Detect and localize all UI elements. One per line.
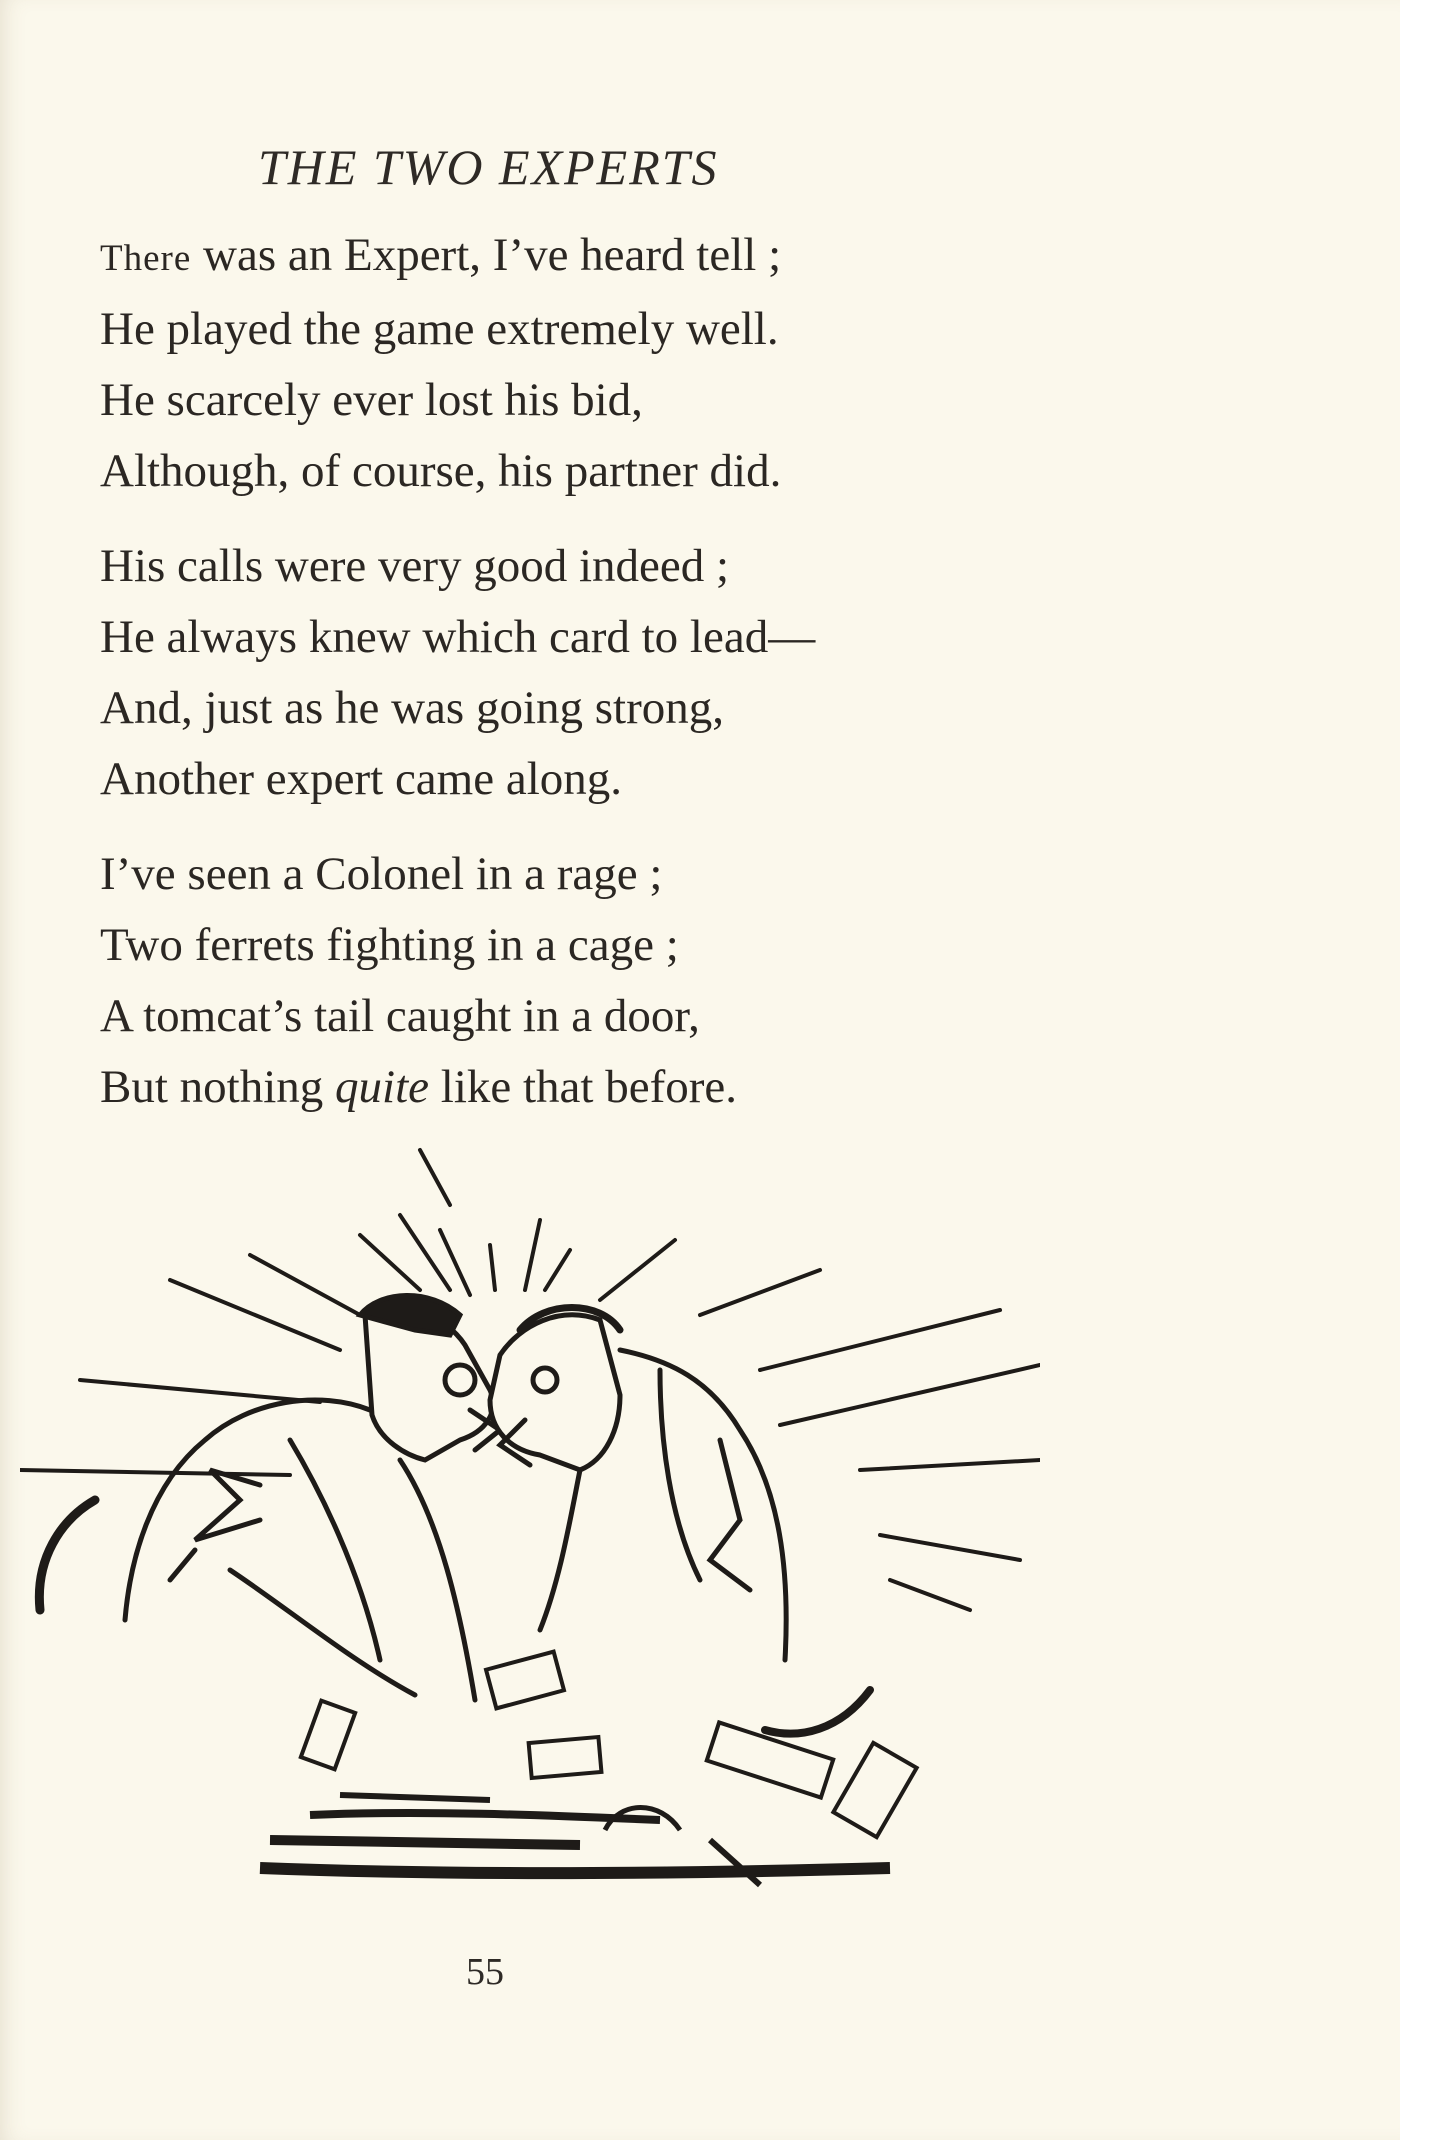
page-number: 55 xyxy=(466,1951,504,1993)
poem-line xyxy=(100,1052,815,1123)
poem-line: Another expert came along. xyxy=(100,753,623,805)
poem-line: Two ferrets fighting in a cage ; xyxy=(100,919,679,971)
italic-word: quite xyxy=(335,1061,430,1113)
line-text: like that before. xyxy=(429,1061,737,1113)
poem-line: And, just as he was going strong, xyxy=(100,682,725,734)
table-and-cards xyxy=(260,1652,917,1885)
small-caps-opening: There xyxy=(100,238,192,279)
poem xyxy=(100,220,815,1147)
card-players-illustration xyxy=(20,1140,1040,1900)
stanza-1 xyxy=(100,220,815,507)
poem-line: His calls were very good indeed ; xyxy=(100,540,730,592)
left-player xyxy=(39,1295,500,1700)
poem-line xyxy=(100,220,815,294)
line-text: was an Expert, I’ve heard tell ; xyxy=(191,229,782,281)
poem-line: A tomcat’s tail caught in a door, xyxy=(100,990,700,1042)
line-text: But nothing xyxy=(100,1061,336,1113)
poem-line: He played the game extremely well. xyxy=(100,303,779,355)
poem-line: I’ve seen a Colonel in a rage ; xyxy=(100,848,663,900)
page-title: THE TWO EXPERTS xyxy=(258,139,719,195)
poem-line: He scarcely ever lost his bid, xyxy=(100,374,643,426)
poem-line: He always knew which card to lead— xyxy=(100,611,816,663)
stanza-3 xyxy=(100,839,815,1123)
stanza-2 xyxy=(100,531,815,815)
poem-line: Although, of course, his partner did. xyxy=(100,445,782,497)
